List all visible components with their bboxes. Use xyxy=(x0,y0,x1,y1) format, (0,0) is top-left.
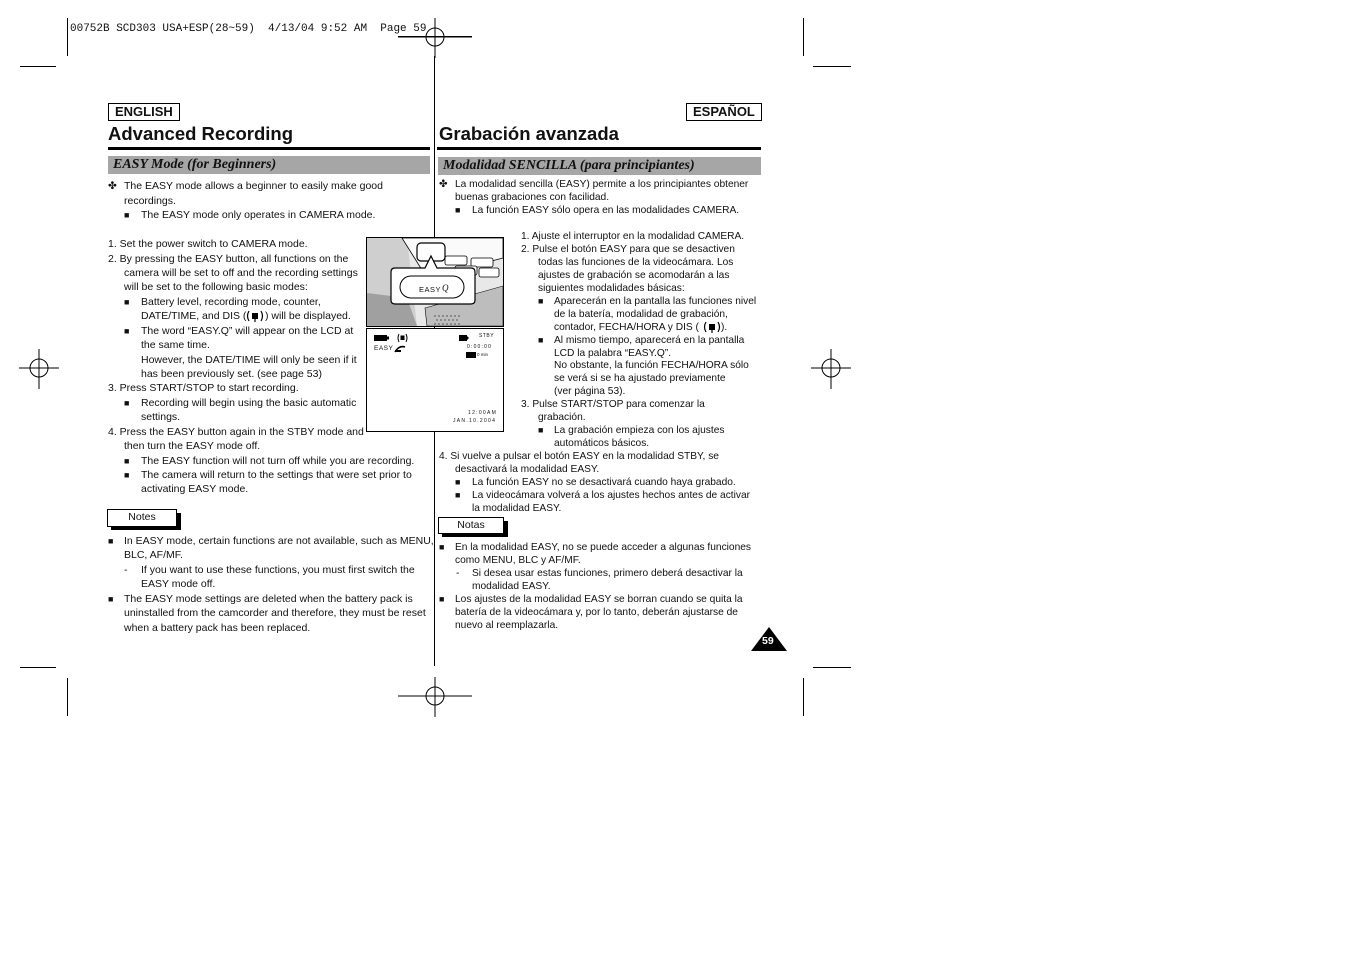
english-step-line: DATE/TIME, and DIS ( xyxy=(141,310,247,322)
square-bullet: ■ xyxy=(455,490,461,500)
english-step-line: Recording will begin using the basic automatic xyxy=(141,397,357,409)
espanol-step-line: contador, FECHA/HORA y DIS ( xyxy=(554,322,699,333)
espanol-intro-line: buenas grabaciones con facilidad. xyxy=(455,192,610,203)
square-bullet: ■ xyxy=(455,205,461,215)
espanol-note-line: nuevo al reemplazarla. xyxy=(455,620,559,631)
dash-bullet: - xyxy=(124,564,128,576)
espanol-section-heading: Modalidad SENCILLA (para principiantes) xyxy=(438,157,761,175)
page-number: 59 xyxy=(762,635,774,647)
crop-mark xyxy=(20,667,56,668)
english-step-line: the same time. xyxy=(141,339,210,351)
espanol-step-line: (ver página 53). xyxy=(554,386,626,397)
lcd-counter: 0:00:00 xyxy=(467,344,493,350)
crop-mark xyxy=(803,678,804,716)
lcd-time: 12:00AM xyxy=(468,410,498,416)
english-step-line: 3. Press START/STOP to start recording. xyxy=(108,382,299,394)
lcd-remaining: 0 min xyxy=(477,352,489,357)
espanol-notes-label: Notas xyxy=(438,517,504,534)
english-step-line: The EASY function will not turn off while you are recording. xyxy=(141,455,415,467)
crop-mark xyxy=(813,667,851,668)
english-step-line: The camera will return to the settings that were set prior to xyxy=(141,469,412,481)
espanol-step-line: Al mismo tiempo, aparecerá en la pantalla xyxy=(554,335,745,346)
espanol-step-line: siguientes modalidades básicas: xyxy=(538,283,685,294)
english-note-line: uninstalled from the camcorder and therefore, they must be reset xyxy=(124,607,426,619)
espanol-step-line: 3. Pulse START/STOP para comenzar la xyxy=(521,399,705,410)
english-step-line: camera will be set to off and the recording settings xyxy=(124,267,358,279)
registration-mark-bottom xyxy=(398,677,472,717)
battery-icon xyxy=(374,334,390,342)
english-step-line: 1. Set the power switch to CAMERA mode. xyxy=(108,238,308,250)
english-step-line: has been previously set. (see page 53) xyxy=(141,368,322,380)
square-bullet: ■ xyxy=(124,398,130,408)
espanol-step-line: automáticos básicos. xyxy=(554,438,650,449)
english-intro-line: recordings. xyxy=(124,195,176,207)
espanol-note-line: Si desea usar estas funciones, primero deberá desactivar la xyxy=(472,568,743,579)
espanol-step-line: LCD la palabra “EASY.Q”. xyxy=(554,348,672,359)
english-step-line: 2. By pressing the EASY button, all functions on the xyxy=(108,253,349,265)
english-note-line: In EASY mode, certain functions are not available, such as MENU, xyxy=(124,535,434,547)
square-bullet: ■ xyxy=(124,470,130,480)
english-intro-sub: The EASY mode only operates in CAMERA mode. xyxy=(141,209,376,221)
english-intro-bullet: ✤ xyxy=(108,180,117,192)
square-bullet: ■ xyxy=(108,536,114,546)
espanol-step-line: ajustes de grabación se acomodarán a las xyxy=(538,270,730,281)
dis-icon xyxy=(397,333,408,343)
espanol-note-line: Los ajustes de la modalidad EASY se borran cuando se quita la xyxy=(455,594,743,605)
espanol-note-line: como MENU, BLC y AF/MF. xyxy=(455,555,581,566)
espanol-step-line: 1. Ajuste el interruptor en la modalidad CAMERA. xyxy=(521,231,745,242)
english-step-line: ) will be displayed. xyxy=(265,310,351,322)
dis-icon xyxy=(703,320,721,334)
registration-mark-left xyxy=(19,349,59,389)
crop-mark xyxy=(67,18,68,56)
crop-mark xyxy=(803,18,804,56)
espanol-step-line: de la batería, modalidad de grabación, xyxy=(554,309,728,320)
english-intro-line: The EASY mode allows a beginner to easily make good xyxy=(124,180,383,192)
espanol-step-line: No obstante, la función FECHA/HORA sólo xyxy=(554,360,749,371)
english-note-line: The EASY mode settings are deleted when the battery pack is xyxy=(124,593,413,605)
espanol-step-line: ). xyxy=(721,322,728,333)
english-step-line: settings. xyxy=(141,411,181,423)
espanol-note-line: batería de la videocámara y, por lo tanto, deberán ajustarse de xyxy=(455,607,738,618)
english-step-line: However, the DATE/TIME will only be seen if it xyxy=(141,354,357,366)
easy-q-glyph: Q xyxy=(442,283,449,293)
english-note-line: EASY mode off. xyxy=(141,578,216,590)
crop-mark xyxy=(20,66,56,67)
english-note-line: when a battery pack has been replaced. xyxy=(124,622,311,634)
espanol-label: ESPAÑOL xyxy=(686,103,762,121)
english-step-line: then turn the EASY mode off. xyxy=(124,440,261,452)
espanol-step-line: La función EASY no se desactivará cuando haya grabado. xyxy=(472,477,736,488)
lcd-date: JAN.10.2004 xyxy=(453,418,497,424)
square-bullet: ■ xyxy=(439,594,445,604)
english-notes-label: Notes xyxy=(107,509,177,527)
espanol-step-line: La grabación empieza con los ajustes xyxy=(554,425,725,436)
espanol-title-rule xyxy=(437,147,761,150)
easy-q-icon xyxy=(394,345,406,353)
square-bullet: ■ xyxy=(538,335,544,345)
english-note-line: BLC, AF/MF. xyxy=(124,549,183,561)
dash-bullet: - xyxy=(456,568,460,579)
espanol-step-line: todas las funciones de la videocámara. Los xyxy=(538,257,734,268)
espanol-step-line: La videocámara volverá a los ajustes hechos antes de activar xyxy=(472,490,751,501)
espanol-step-line: 2. Pulse el botón EASY para que se desactiven xyxy=(521,244,735,255)
english-label: ENGLISH xyxy=(108,103,180,121)
espanol-step-line: 4. Si vuelve a pulsar el botón EASY en la modalidad STBY, se xyxy=(439,451,719,462)
square-bullet: ■ xyxy=(538,296,544,306)
camcorder-illustration xyxy=(366,237,504,327)
square-bullet: ■ xyxy=(455,477,461,487)
registration-mark-top xyxy=(398,18,472,58)
english-note-line: If you want to use these functions, you must first switch the xyxy=(141,564,415,576)
espanol-step-line: Aparecerán en la pantalla las funciones nivel xyxy=(554,296,757,307)
espanol-step-line: se verá si se ha ajustado previamente xyxy=(554,373,726,384)
square-bullet: ■ xyxy=(439,542,445,552)
square-bullet: ■ xyxy=(108,594,114,604)
square-bullet: ■ xyxy=(538,425,544,435)
english-page-title: Advanced Recording xyxy=(108,123,294,144)
registration-mark-right xyxy=(811,349,851,389)
square-bullet: ■ xyxy=(124,210,130,220)
espanol-step-line: desactivará la modalidad EASY. xyxy=(455,464,600,475)
espanol-page-title: Grabación avanzada xyxy=(439,123,619,144)
espanol-intro-bullet: ✤ xyxy=(439,179,448,190)
lcd-screen xyxy=(366,328,504,432)
square-bullet: ■ xyxy=(124,456,130,466)
crop-mark xyxy=(813,66,851,67)
english-step-line: will be set to the following basic modes: xyxy=(124,281,308,293)
espanol-intro-line: La modalidad sencilla (EASY) permite a los principiantes obtener xyxy=(455,179,749,190)
english-step-line: activating EASY mode. xyxy=(141,483,249,495)
square-bullet: ■ xyxy=(124,326,130,336)
remaining-bar xyxy=(466,352,476,358)
espanol-note-line: En la modalidad EASY, no se puede acceder a algunas funciones xyxy=(455,542,752,553)
english-section-heading: EASY Mode (for Beginners) xyxy=(108,156,430,174)
espanol-intro-sub: La función EASY sólo opera en las modalidades CAMERA. xyxy=(472,205,740,216)
english-step-line: 4. Press the EASY button again in the STBY mode and xyxy=(108,426,364,438)
espanol-step-line: la modalidad EASY. xyxy=(472,503,562,514)
square-bullet: ■ xyxy=(124,297,130,307)
lcd-stby: STBY xyxy=(479,333,495,339)
dis-icon xyxy=(246,309,264,323)
english-step-line: Battery level, recording mode, counter, xyxy=(141,296,321,308)
english-title-rule xyxy=(108,147,430,150)
espanol-step-line: grabación. xyxy=(538,412,586,423)
crop-mark xyxy=(67,678,68,716)
espanol-note-line: modalidad EASY. xyxy=(472,581,551,592)
tape-icon xyxy=(459,334,469,342)
lcd-easy: EASY xyxy=(374,345,394,352)
print-header: 00752B SCD303 USA+ESP(28~59) 4/13/04 9:52 AM Page 59 xyxy=(70,23,427,35)
easy-button-label: EASY xyxy=(419,285,442,294)
english-step-line: The word “EASY.Q” will appear on the LCD at xyxy=(141,325,354,337)
